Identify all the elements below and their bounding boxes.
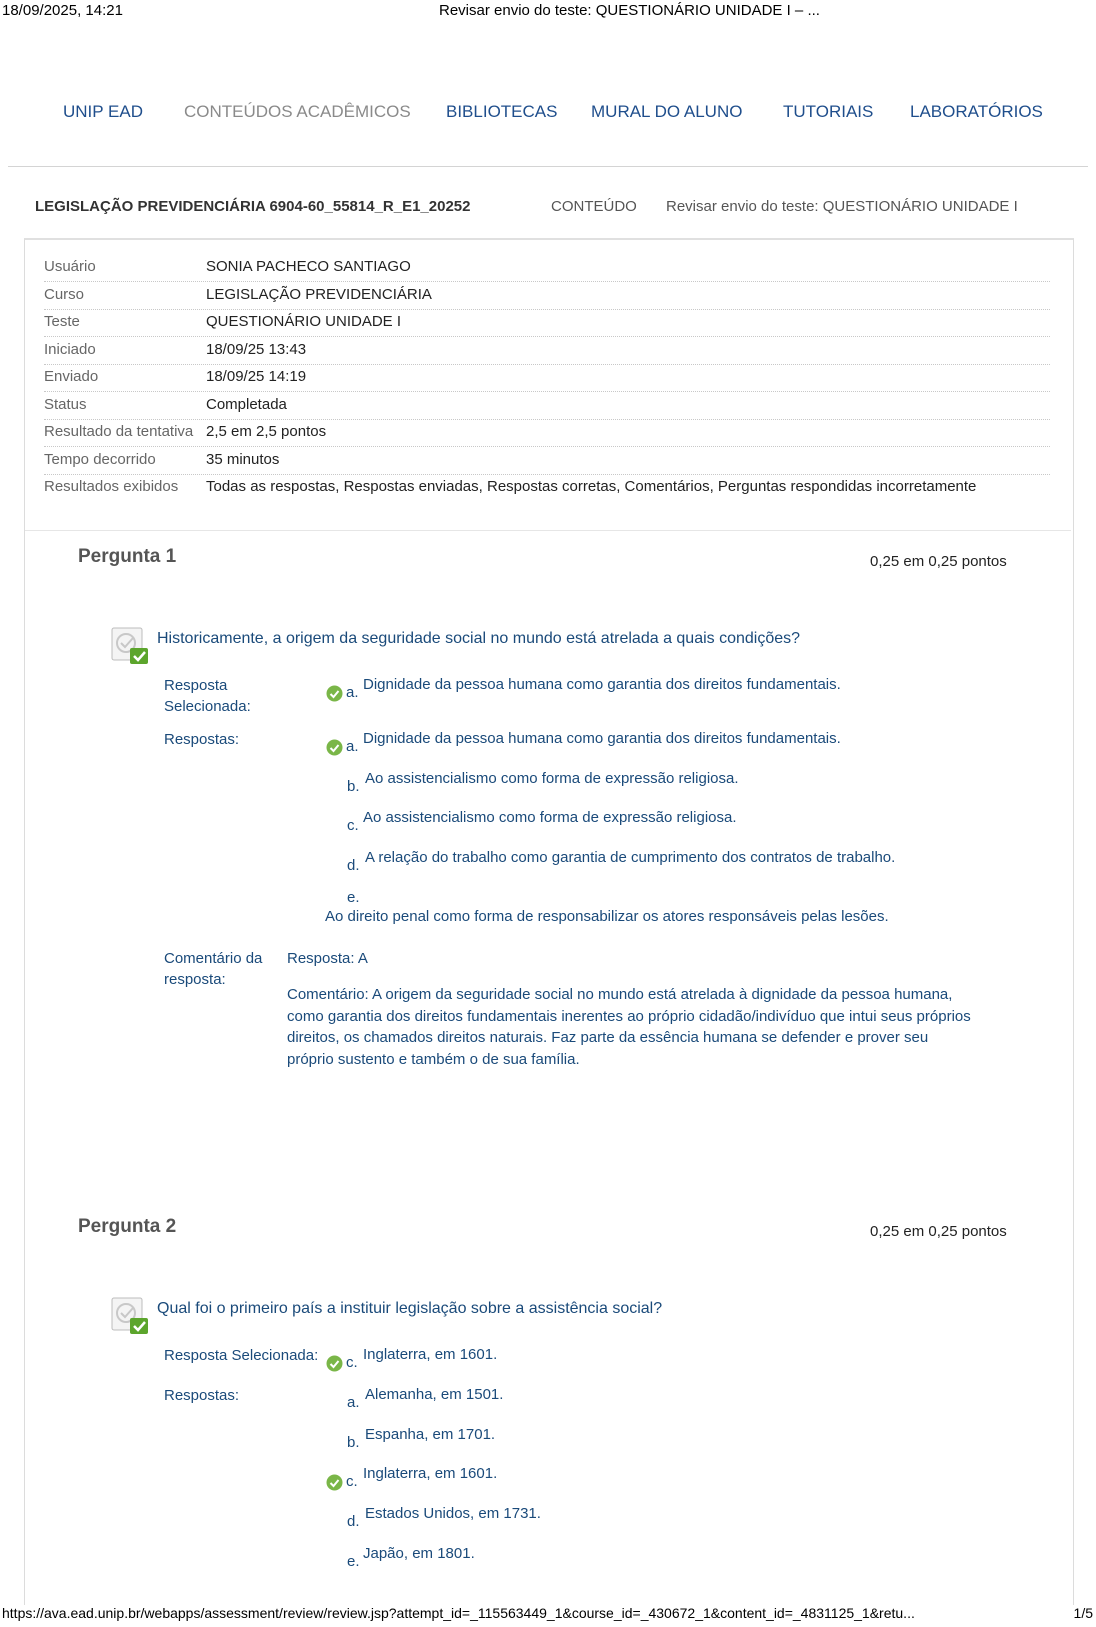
info-value: 2,5 em 2,5 pontos: [206, 423, 327, 440]
info-value: Completada: [206, 395, 287, 413]
answer-letter: c.: [346, 1473, 358, 1490]
correct-check-icon: [326, 739, 343, 756]
info-row-usuario: [44, 254, 1050, 282]
info-value: 35 minutos: [206, 450, 280, 468]
comment-answer: Resposta: A: [287, 950, 368, 967]
answer-text: Japão, em 1801.: [363, 1545, 475, 1562]
nav-tutoriais[interactable]: TUTORIAIS: [783, 102, 874, 121]
breadcrumb-content[interactable]: CONTEÚDO: [551, 198, 637, 215]
info-value: LEGISLAÇÃO PREVIDENCIÁRIA: [206, 285, 432, 303]
info-label: Resultado da tentativa: [44, 423, 194, 440]
answer-text: Espanha, em 1701.: [365, 1426, 496, 1443]
attempt-info-table: [25, 254, 1071, 531]
info-row-teste: [44, 309, 1050, 337]
question-2-title: Pergunta 2: [78, 1216, 177, 1237]
answers-label: Respostas:: [164, 731, 240, 748]
nav-unip-ead[interactable]: UNIP EAD: [63, 102, 143, 121]
info-row-enviado: [44, 364, 1050, 392]
answer-letter: b.: [347, 1434, 360, 1451]
selected-answer-letter: c.: [346, 1354, 358, 1371]
print-date: 18/09/2025, 14:21: [2, 2, 123, 19]
nav-mural-do-aluno[interactable]: MURAL DO ALUNO: [591, 102, 743, 121]
correct-check-icon: [326, 1474, 343, 1491]
top-navigation: [0, 102, 1096, 132]
answer-letter: c.: [347, 817, 359, 834]
correct-check-icon: [326, 1355, 343, 1372]
answer-text: Alemanha, em 1501.: [365, 1386, 504, 1403]
breadcrumb-current: Revisar envio do teste: QUESTIONÁRIO UNIDADE I: [666, 198, 1018, 215]
info-row-status: [44, 392, 1050, 420]
info-row-tempo: [44, 447, 1050, 475]
selected-answer-letter: a.: [346, 684, 359, 701]
info-value: QUESTIONÁRIO UNIDADE I: [206, 313, 402, 330]
nav-laboratorios[interactable]: LABORATÓRIOS: [910, 102, 1043, 121]
info-label: Teste: [44, 313, 80, 330]
selected-answer-text: Inglaterra, em 1601.: [363, 1346, 498, 1363]
correct-check-icon: [326, 685, 343, 702]
question-1-score: 0,25 em 0,25 pontos: [870, 553, 1007, 570]
answer-letter: d.: [347, 1513, 360, 1530]
comment-text: Comentário: A origem da seguridade social no mundo está atrelada à dignidade da pessoa humana, como garantia dos direitos fundamentais inerentes ao próprio cidadão/indivíduo que intui seus próprios direitos, os chamados direitos naturais. Faz parte da essência humana se defender e prover seu próprio sustento e também o de sua família.: [287, 986, 971, 1068]
comment-label: Comentário da resposta:: [164, 950, 263, 988]
answers-label: Respostas:: [164, 1387, 240, 1404]
info-label: Curso: [44, 285, 85, 303]
answer-letter: d.: [347, 857, 360, 874]
question-1-text: Historicamente, a origem da seguridade social no mundo está atrelada a quais condições?: [157, 630, 801, 647]
answer-text: A relação do trabalho como garantia de cumprimento dos contratos de trabalho.: [365, 849, 896, 866]
info-row-resultado: [44, 419, 1050, 447]
info-row-iniciado: [44, 337, 1050, 365]
answer-letter: a.: [347, 1394, 360, 1411]
answer-text: Estados Unidos, em 1731.: [365, 1505, 541, 1522]
info-value: 18/09/25 13:43: [206, 340, 307, 358]
info-value: 18/09/25 14:19: [206, 368, 307, 385]
answer-letter: b.: [347, 778, 360, 795]
selected-answer-text: Dignidade da pessoa humana como garantia dos direitos fundamentais.: [363, 676, 841, 693]
answer-text: Ao assistencialismo como forma de expressão religiosa.: [365, 770, 739, 787]
answer-text: Dignidade da pessoa humana como garantia dos direitos fundamentais.: [363, 730, 841, 747]
nav-bibliotecas[interactable]: BIBLIOTECAS: [446, 102, 558, 121]
selected-answer-label: Resposta Selecionada:: [164, 1347, 319, 1364]
question-2-score: 0,25 em 0,25 pontos: [870, 1223, 1007, 1240]
nav-conteudos-academicos[interactable]: CONTEÚDOS ACADÊMICOS: [184, 102, 411, 121]
info-label: Tempo decorrido: [44, 450, 156, 468]
question-2-text: Qual foi o primeiro país a instituir legislação sobre a assistência social?: [157, 1300, 663, 1317]
info-label: Iniciado: [44, 340, 96, 358]
info-row-curso: [44, 282, 1050, 310]
answer-letter: e.: [347, 889, 360, 906]
correct-question-icon: [110, 626, 150, 666]
answer-text: Ao assistencialismo como forma de expressão religiosa.: [363, 809, 737, 826]
answer-letter: e.: [347, 1553, 360, 1570]
print-footer: [0, 1603, 1096, 1627]
print-title: Revisar envio do teste: QUESTIONÁRIO UNIDADE I – ...: [439, 2, 820, 19]
review-panel: [24, 238, 1074, 1605]
info-value: SONIA PACHECO SANTIAGO: [206, 258, 411, 275]
print-header: [0, 0, 1096, 24]
question-1-title: Pergunta 1: [78, 546, 177, 567]
breadcrumb-course[interactable]: LEGISLAÇÃO PREVIDENCIÁRIA 6904-60_55814_R_E1_20252: [35, 198, 471, 215]
selected-answer-label: Resposta Selecionada:: [164, 677, 251, 715]
info-label: Resultados exibidos: [44, 478, 179, 495]
print-url: https://ava.ead.unip.br/webapps/assessment/review/review.jsp?attempt_id=_115563449_1&course_id=_430672_1&content_id=_4831125_1&retu...: [2, 1605, 915, 1621]
answer-text: Inglaterra, em 1601.: [363, 1465, 498, 1482]
answer-text: Ao direito penal como forma de responsabilizar os atores responsáveis pelas lesões.: [325, 908, 889, 925]
nav-divider: [8, 166, 1088, 167]
info-row-resultados-exibidos: [44, 474, 1050, 501]
info-value: Todas as respostas, Respostas enviadas, Respostas corretas, Comentários, Perguntas respondidas incorretamente: [206, 478, 977, 495]
print-page-number: 1/5: [1073, 1605, 1093, 1621]
info-label: Status: [44, 395, 87, 413]
correct-question-icon: [110, 1296, 150, 1336]
answer-letter: a.: [346, 738, 359, 755]
info-label: Usuário: [44, 258, 96, 275]
info-label: Enviado: [44, 368, 99, 385]
